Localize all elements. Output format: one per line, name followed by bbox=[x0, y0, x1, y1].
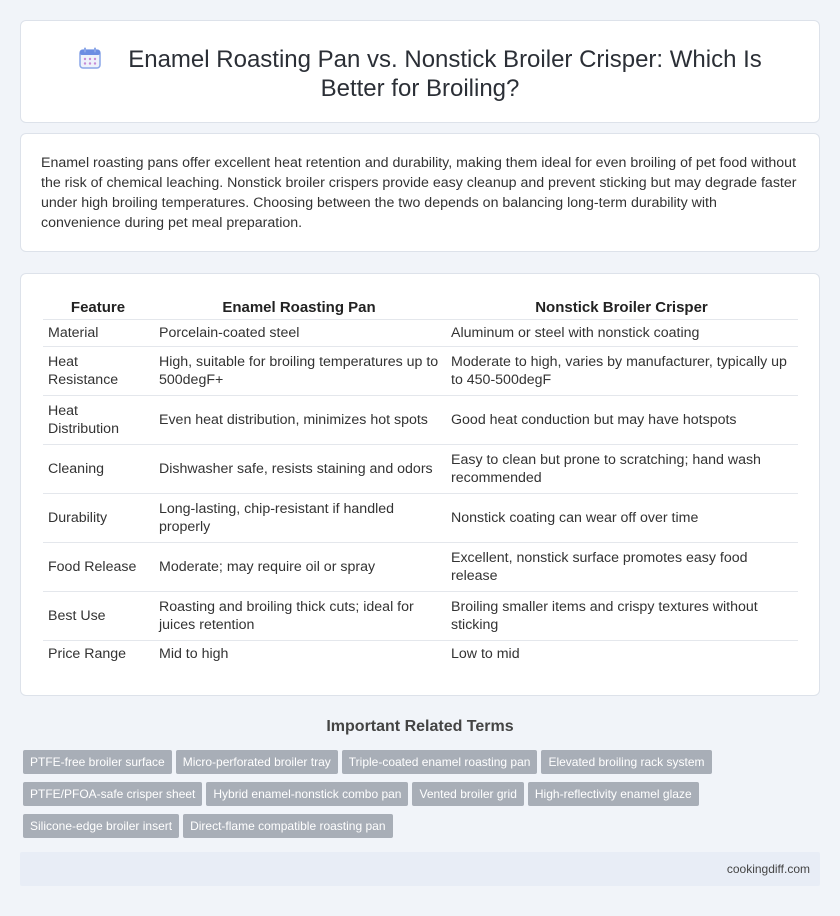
nonstick-cell: Broiling smaller items and crispy textures without sticking bbox=[445, 591, 798, 640]
feature-cell: Material bbox=[43, 319, 153, 346]
enamel-cell: Moderate; may require oil or spray bbox=[153, 542, 445, 591]
nonstick-cell: Nonstick coating can wear off over time bbox=[445, 493, 798, 542]
enamel-cell: Mid to high bbox=[159, 645, 229, 662]
header-feature: Feature bbox=[43, 297, 153, 319]
enamel-cell: Roasting and broiling thick cuts; ideal for juices retention bbox=[153, 591, 445, 640]
comparison-card bbox=[20, 273, 820, 696]
header-nonstick: Nonstick Broiler Crisper bbox=[445, 297, 798, 319]
footer-bar bbox=[20, 852, 820, 886]
page-title bbox=[51, 45, 789, 103]
nonstick-cell: Excellent, nonstick surface promotes easy food release bbox=[445, 542, 798, 591]
enamel-cell: High, suitable for broiling temperatures up to 500degF+ bbox=[153, 346, 445, 395]
feature-cell: Cleaning bbox=[43, 444, 153, 493]
nonstick-cell: Good heat conduction but may have hotspots bbox=[445, 395, 798, 444]
page-title-text: Enamel Roasting Pan vs. Nonstick Broiler Crisper: Which Is Better for Broiling? bbox=[128, 46, 762, 102]
header-enamel: Enamel Roasting Pan bbox=[153, 297, 445, 319]
nonstick-cell: Moderate to high, varies by manufacturer, typically up to 450-500degF bbox=[445, 346, 798, 395]
related-term-tag[interactable]: Micro-perforated broiler tray bbox=[176, 750, 338, 774]
feature-cell: Heat Resistance bbox=[43, 346, 153, 395]
table-row bbox=[43, 346, 798, 395]
enamel-cell: Long-lasting, chip-resistant if handled properly bbox=[153, 493, 445, 542]
table-row bbox=[43, 395, 798, 444]
table-row bbox=[43, 640, 798, 667]
related-term-tag[interactable]: Hybrid enamel-nonstick combo pan bbox=[206, 782, 408, 806]
calendar-icon bbox=[78, 46, 102, 70]
table-row bbox=[43, 493, 798, 542]
nonstick-cell: Easy to clean but prone to scratching; hand wash recommended bbox=[445, 444, 798, 493]
related-term-tag[interactable]: PTFE/PFOA-safe crisper sheet bbox=[23, 782, 202, 806]
enamel-cell: Porcelain-coated steel bbox=[153, 319, 445, 346]
related-term-tag[interactable]: Silicone-edge broiler insert bbox=[23, 814, 179, 838]
related-term-tag[interactable]: Direct-flame compatible roasting pan bbox=[183, 814, 392, 838]
table-row bbox=[43, 542, 798, 591]
feature-cell: Heat Distribution bbox=[43, 395, 153, 444]
related-terms-heading: Important Related Terms bbox=[326, 718, 514, 735]
related-term-tag[interactable]: Vented broiler grid bbox=[412, 782, 523, 806]
related-term-tag[interactable]: High-reflectivity enamel glaze bbox=[528, 782, 699, 806]
feature-cell: Best Use bbox=[43, 591, 153, 640]
intro-paragraph: Enamel roasting pans offer excellent heat retention and durability, making them ideal for even broiling of pet food without the risk of chemical leaching. Nonstick broiler crispers provide easy cleanup and prevent sticking but may degrade faster under high broiling temperatures. Choosing between the two depends on balancing long-term durability with convenience during pet meal preparation. bbox=[41, 155, 797, 231]
title-card bbox=[20, 20, 820, 123]
feature-cell: Price Range bbox=[48, 645, 127, 662]
table-row bbox=[43, 444, 798, 493]
related-term-tag[interactable]: Elevated broiling rack system bbox=[541, 750, 711, 774]
feature-cell: Food Release bbox=[43, 542, 153, 591]
enamel-cell: Even heat distribution, minimizes hot spots bbox=[153, 395, 445, 444]
intro-card bbox=[20, 133, 820, 252]
nonstick-cell: Aluminum or steel with nonstick coating bbox=[445, 319, 798, 346]
footer-site-link[interactable]: cookingdiff.com bbox=[726, 862, 810, 876]
comparison-table bbox=[43, 297, 798, 667]
nonstick-cell: Low to mid bbox=[451, 645, 520, 662]
related-term-tag[interactable]: PTFE-free broiler surface bbox=[23, 750, 172, 774]
related-term-tag[interactable]: Triple-coated enamel roasting pan bbox=[342, 750, 538, 774]
feature-cell: Durability bbox=[43, 493, 153, 542]
enamel-cell: Dishwasher safe, resists staining and odors bbox=[153, 444, 445, 493]
related-terms-list bbox=[23, 750, 733, 846]
table-header-row bbox=[43, 297, 798, 319]
table-row bbox=[43, 319, 798, 346]
table-row bbox=[43, 591, 798, 640]
